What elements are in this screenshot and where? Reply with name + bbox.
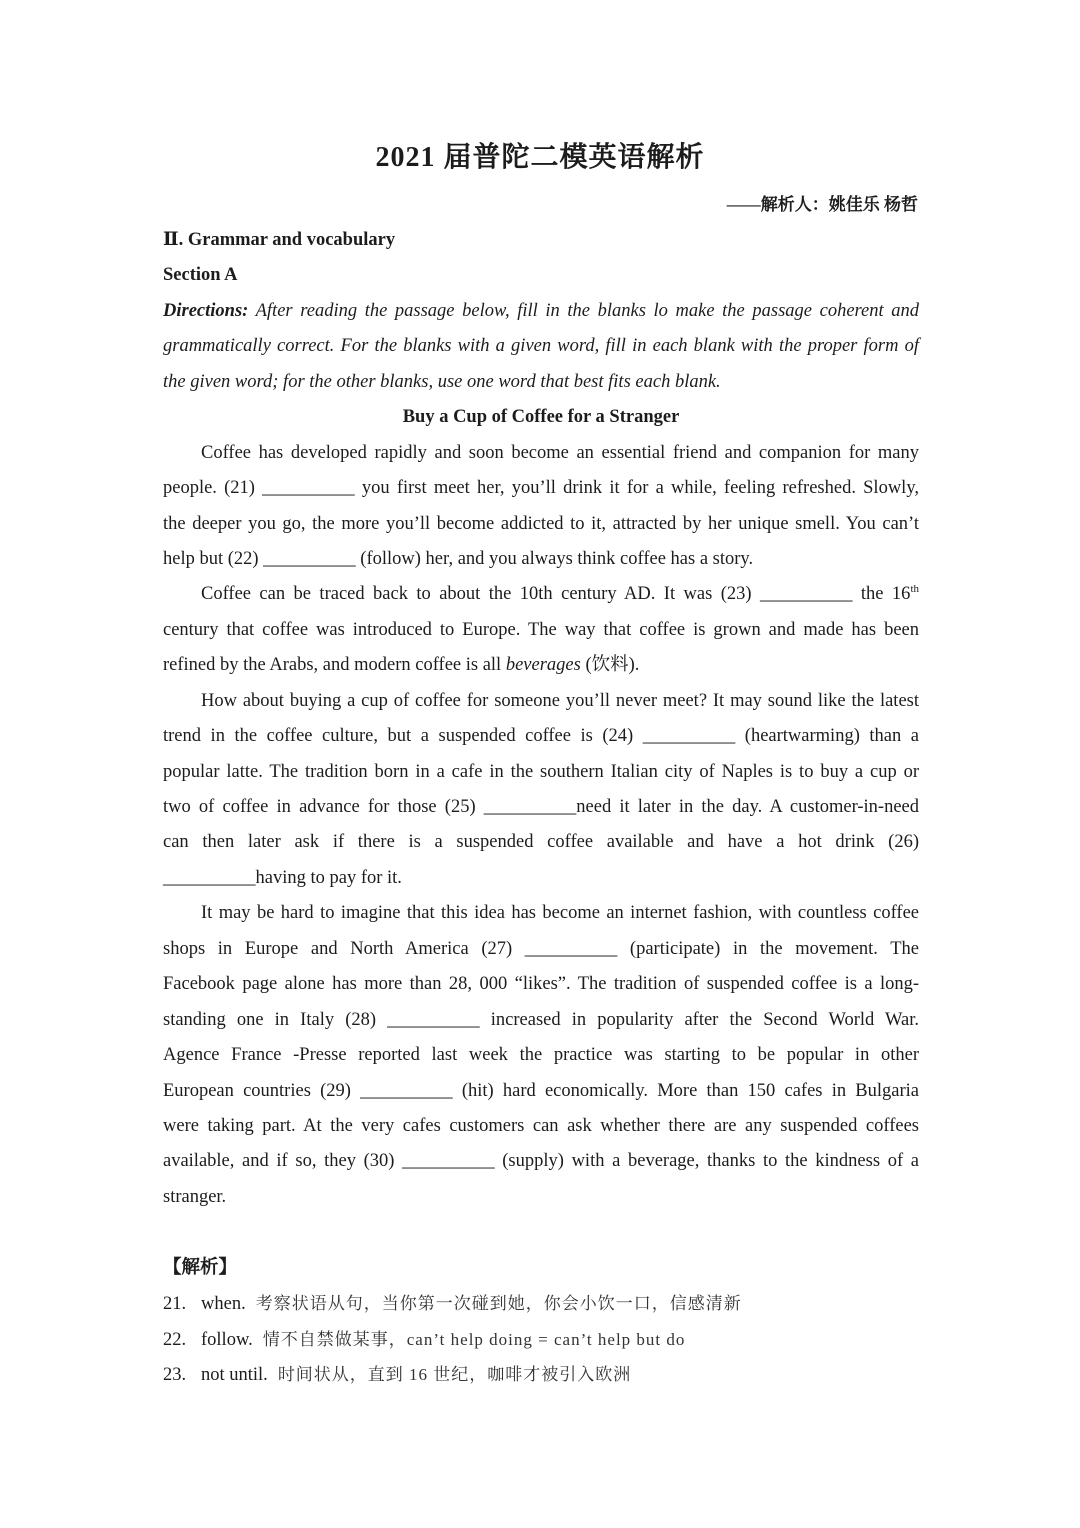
passage-line: popular latte. The tradition born in a cafe in the southern Italian city of Naples is to buy a cup or: [163, 761, 919, 782]
passage-line: two of coffee in advance for those (25) __________need it later in the day. A customer-in-need: [163, 797, 919, 817]
passage-line-text: Coffee can be traced back to about the 10th century AD. It was (23) __________ the 16: [201, 584, 911, 605]
analysis-item: [163, 1357, 919, 1392]
item-number: 22.: [163, 1329, 187, 1350]
analysis-item: [163, 1322, 919, 1357]
passage-line: help but (22) __________ (follow) her, and you always think coffee has a story.: [163, 548, 754, 569]
directions-text: After reading the passage below, fill in the blanks lo make the passage coherent and: [255, 300, 920, 321]
directions-line: the given word; for the other blanks, use one word that best fits each blank.: [163, 371, 721, 392]
item-number: 23.: [163, 1365, 187, 1386]
passage-line: people. (21) __________ you first meet her, you’ll drink it for a while, feeling refreshed. Slowly,: [163, 478, 919, 499]
section-part-heading: Ⅱ. Grammar and vocabulary: [163, 230, 396, 250]
directions-line: grammatically correct. For the blanks with a given word, fill in each blank with the proper form of: [163, 336, 919, 357]
passage-line: Facebook page alone has more than 28, 000 “likes”. The tradition of suspended coffee is a long-: [163, 974, 919, 995]
passage-line: were taking part. At the very cafes customers can ask whether there are any suspended coffees: [163, 1115, 919, 1136]
passage-line-text: (饮料).: [585, 655, 640, 676]
passage-line: [163, 577, 919, 612]
passage-line: It may be hard to imagine that this idea has become an internet fashion, with countless coffee: [201, 903, 919, 924]
passage-line: __________having to pay for it.: [163, 867, 402, 888]
directions-label: Directions:: [163, 300, 249, 321]
analysis-section: [163, 1251, 919, 1393]
item-note: 情不自禁做某事，can’t help doing = can’t help but do: [262, 1329, 686, 1349]
item-number: 21.: [163, 1294, 187, 1315]
item-answer: when.: [201, 1294, 246, 1315]
analysis-item: [163, 1286, 919, 1321]
item-note: 考察状语从句，当你第一次碰到她，你会小饮一口，信感清新: [255, 1294, 742, 1314]
passage-line: How about buying a cup of coffee for someone you’ll never meet? It may sound like the latest: [201, 690, 919, 711]
exam-body: [163, 223, 919, 1215]
passage-line: European countries (29) __________ (hit) hard economically. More than 150 cafes in Bulgaria: [163, 1080, 919, 1101]
author-byline: ——解析人：姚佳乐 杨哲: [726, 195, 918, 214]
passage-line: standing one in Italy (28) __________ increased in popularity after the Second World War.: [163, 1009, 919, 1030]
analysis-heading: 【解析】: [163, 1258, 238, 1278]
passage-line: [163, 648, 919, 683]
passage-line: shops in Europe and North America (27) __________ (participate) in the movement. The: [163, 938, 919, 959]
passage-line: stranger.: [163, 1186, 227, 1207]
italic-term: beverages: [505, 655, 581, 676]
item-answer: follow.: [201, 1329, 253, 1350]
section-name-heading: Section A: [163, 265, 238, 286]
item-answer: not until.: [201, 1365, 268, 1386]
passage-line: Coffee has developed rapidly and soon become an essential friend and companion for many: [201, 442, 919, 463]
passage-line: the deeper you go, the more you’ll become addicted to it, attracted by her unique smell. You can’t: [163, 513, 919, 534]
passage-line: available, and if so, they (30) __________ (supply) with a beverage, thanks to the kindness of a: [163, 1151, 919, 1172]
passage-line: can then later ask if there is a suspended coffee available and have a hot drink (26): [163, 832, 919, 853]
passage-title: Buy a Cup of Coffee for a Stranger: [402, 407, 680, 428]
page-title: 2021 届普陀二模英语解析: [375, 142, 705, 173]
passage-line: Agence France -Presse reported last week the practice was starting to be popular in other: [163, 1045, 919, 1066]
item-note: 时间状从，直到 16 世纪，咖啡才被引入欧洲: [277, 1365, 632, 1385]
ordinal-superscript: th: [910, 583, 919, 596]
directions-line: [163, 294, 919, 329]
passage-line-text: refined by the Arabs, and modern coffee is all: [163, 655, 502, 676]
passage-line: century that coffee was introduced to Europe. The way that coffee is grown and made has been: [163, 619, 919, 640]
passage-line: trend in the coffee culture, but a suspended coffee is (24) __________ (heartwarming) than a: [163, 726, 919, 747]
